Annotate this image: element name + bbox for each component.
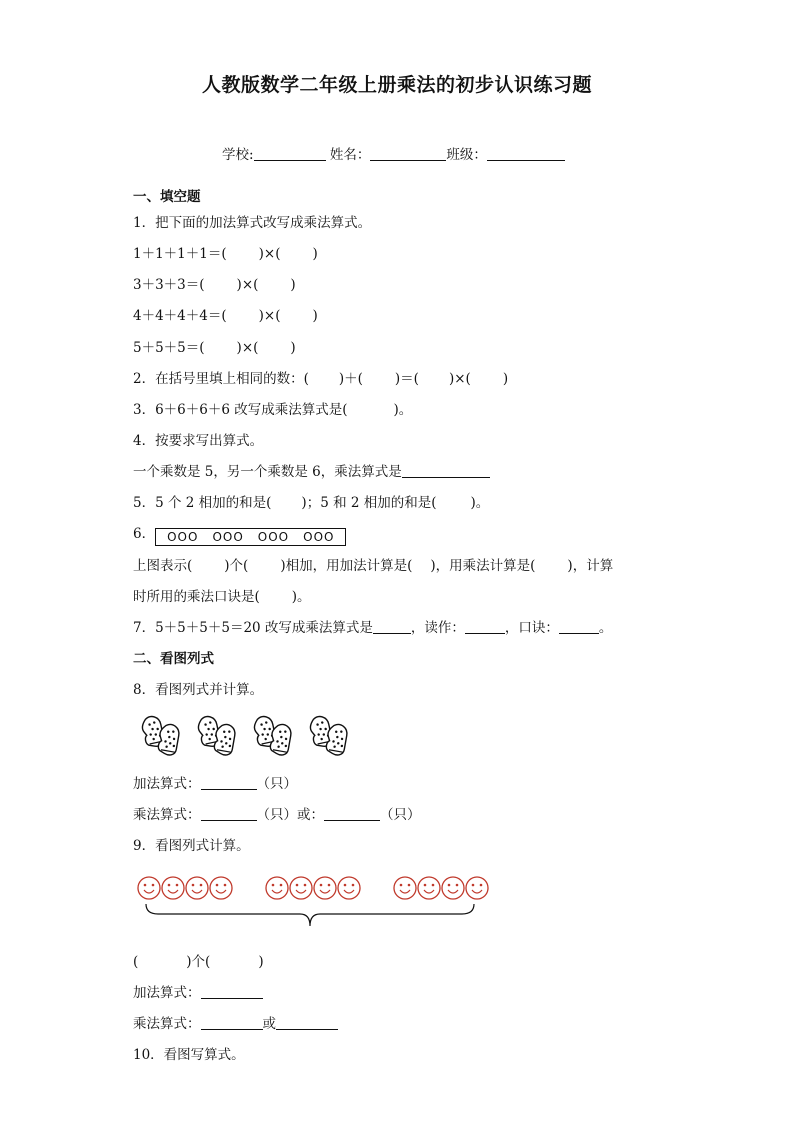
smiley-face-icon bbox=[138, 877, 160, 899]
smiley-face-icon bbox=[210, 877, 232, 899]
q5: 5．5 个 2 相加的和是( )；5 和 2 相加的和是( )。 bbox=[133, 495, 490, 511]
q1-line-2: 3＋3＋3＝( )×( ) bbox=[133, 277, 296, 293]
q1-line-4: 5＋5＋5＝( )×( ) bbox=[133, 340, 296, 356]
smiley-face-icon bbox=[314, 877, 336, 899]
smiley-face-icon bbox=[418, 877, 440, 899]
section2-heading: 二、看图列式 bbox=[133, 651, 214, 667]
section1-heading: 一、填空题 bbox=[133, 189, 201, 205]
answer-blank[interactable] bbox=[465, 619, 505, 634]
answer-blank[interactable] bbox=[201, 984, 263, 999]
smiley-face-icon bbox=[290, 877, 312, 899]
class-label: 班级： bbox=[446, 147, 487, 163]
smiley-face-icon bbox=[266, 877, 288, 899]
smiley-faces-illustration bbox=[130, 872, 510, 932]
answer-blank[interactable] bbox=[201, 1015, 263, 1030]
school-label: 学校: bbox=[222, 147, 254, 163]
name-label: 姓名： bbox=[329, 147, 371, 163]
answer-blank[interactable] bbox=[324, 806, 380, 821]
q8-addition: 加法算式： （只） bbox=[133, 776, 297, 792]
q1-line-1: 1＋1＋1＋1＝( )×( ) bbox=[133, 246, 318, 262]
q1-prompt: 1．把下面的加法算式改写成乘法算式。 bbox=[133, 215, 372, 231]
q6-line1: 上图表示( )个( )相加，用加法计算是( )，用乘法计算是( )，计算 bbox=[133, 558, 614, 574]
answer-blank[interactable] bbox=[402, 463, 490, 478]
smiley-face-icon bbox=[442, 877, 464, 899]
answer-blank[interactable] bbox=[201, 775, 257, 790]
mitten-pair bbox=[140, 715, 180, 756]
q9-addition: 加法算式： bbox=[133, 984, 263, 1002]
q9-prompt: 9．看图列式计算。 bbox=[133, 838, 250, 854]
q7: 7．5＋5＋5＋5＝20 改写成乘法算式是 ，读作： ，口诀： 。 bbox=[133, 620, 613, 636]
circle-groups-box: OOO OOO OOO OOO bbox=[155, 528, 346, 546]
q3: 3．6＋6＋6＋6 改写成乘法算式是( )。 bbox=[133, 402, 413, 418]
answer-blank[interactable] bbox=[559, 619, 599, 634]
curly-brace bbox=[146, 904, 474, 926]
q4-prompt: 4．按要求写出算式。 bbox=[133, 433, 264, 449]
mitten-pair bbox=[308, 715, 348, 756]
school-blank[interactable] bbox=[254, 146, 316, 161]
q4-line: 一个乘数是 5，另一个乘数是 6，乘法算式是 bbox=[133, 463, 490, 481]
q2: 2．在括号里填上相同的数：( )＋( )＝( )×( ) bbox=[133, 371, 509, 387]
mitten-pair bbox=[252, 715, 292, 756]
mittens-illustration bbox=[140, 710, 360, 760]
smiley-face-icon bbox=[338, 877, 360, 899]
q8-prompt: 8．看图列式并计算。 bbox=[133, 682, 264, 698]
q6-line2: 时所用的乘法口诀是( )。 bbox=[133, 589, 311, 605]
answer-blank[interactable] bbox=[373, 619, 411, 634]
q9-count: ( )个( ) bbox=[133, 954, 264, 970]
smiley-face-icon bbox=[394, 877, 416, 899]
q8-multiplication: 乘法算式： （只）或： （只） bbox=[133, 807, 421, 823]
smiley-face-icon bbox=[162, 877, 184, 899]
smiley-face-icon bbox=[466, 877, 488, 899]
page-title: 人教版数学二年级上册乘法的初步认识练习题 bbox=[201, 74, 592, 96]
answer-blank[interactable] bbox=[201, 806, 257, 821]
student-info-row bbox=[222, 146, 565, 164]
mitten-pair bbox=[196, 715, 236, 756]
q9-multiplication: 乘法算式： 或 bbox=[133, 1015, 338, 1033]
answer-blank[interactable] bbox=[276, 1015, 338, 1030]
name-blank[interactable] bbox=[370, 146, 446, 161]
class-blank[interactable] bbox=[487, 146, 565, 161]
smiley-face-icon bbox=[186, 877, 208, 899]
q10-prompt: 10．看图写算式。 bbox=[133, 1047, 245, 1063]
q6-figure: 6． OOO OOO OOO OOO bbox=[133, 525, 346, 546]
q1-line-3: 4＋4＋4＋4＝( )×( ) bbox=[133, 308, 318, 324]
